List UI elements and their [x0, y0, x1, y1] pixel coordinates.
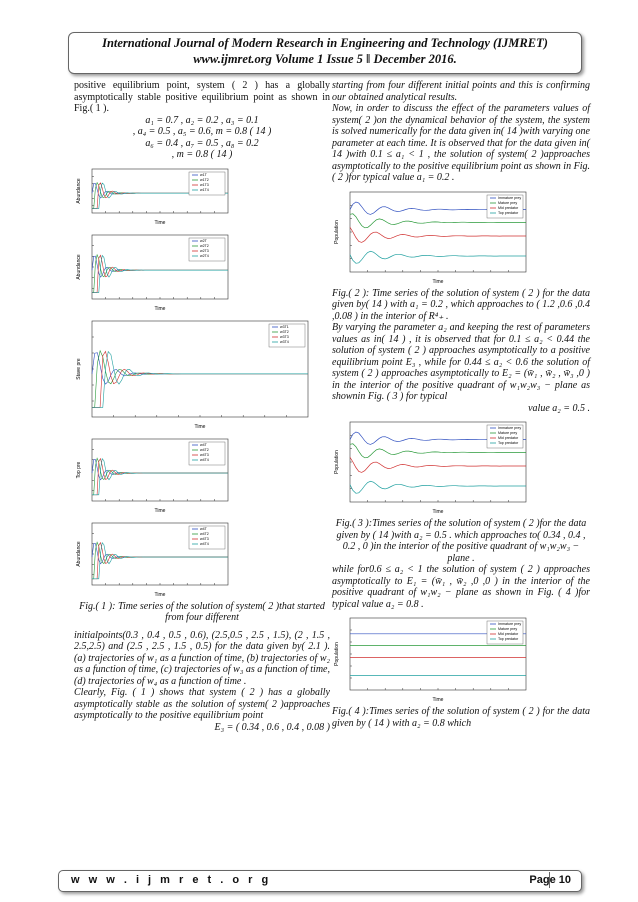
legend-label: Top predator: [498, 210, 519, 215]
y-axis-label: Abundance: [76, 177, 82, 204]
y-axis-label: Abundance: [76, 253, 82, 280]
right-paragraph-3: By varying the parameter a₂ and keeping the rest of parameters values as in( 14 ) , it is observed that for 0.1 ≤ a₂ < 0.44 the solution of system ( 2 ) approaches asymptotically to a positive equilibrium point E₃ , while for 0.44 ≤ a₂ < 0.6 the solution of system ( 2 ) approaches asymptotically to E₂ = (w̄₁ , w̄₂ , w̄₃ ,0 ) in the interior of the positive quadrant of w₁w₂w₃ − plane as shownin Fig. ( 3 ) for typical: [332, 322, 590, 402]
legend-label: Mid predator: [498, 205, 519, 210]
legend-label: w1T2: [200, 177, 209, 182]
right-paragraph-3-end: value a₂ = 0.5 .: [528, 402, 590, 414]
fig3-caption: Fig.( 3 ):Times series of the solution of system ( 2 )for the data given by ( 14 )with a₂ = 0.5 . which approaches to( 0.34 , 0.4 , 0.2 , 0 )in the interior of the positive quadrant of w₁w₂w₃ − plane .: [335, 518, 587, 564]
y-axis-label: Population: [334, 219, 340, 244]
legend-label: Mature prey: [498, 200, 518, 205]
legend-label: w3T1: [280, 324, 289, 329]
y-axis-label: Stave pre: [76, 357, 82, 380]
legend-label: Mid predator: [498, 632, 519, 636]
legend-label: w1T3: [200, 182, 209, 187]
legend-label: w4T4: [200, 457, 209, 462]
legend-label: Mature prey: [498, 431, 518, 435]
legend-label: Top predator: [498, 637, 519, 641]
legend-label: Mid predator: [498, 436, 519, 440]
fig1-caption: Fig.( 1 ): Time series of the solution of system( 2 )that started from four different: [79, 600, 325, 623]
left-column: [74, 80, 330, 733]
legend-label: w4T: [200, 526, 207, 531]
legend-label: w2T4: [200, 253, 209, 258]
legend-label: w4T2: [200, 447, 209, 452]
series-line: [92, 351, 308, 407]
legend-label: Top predator: [498, 441, 519, 445]
legend-label: w2T: [200, 238, 207, 243]
series-line: [350, 481, 526, 493]
fig1-panel-b: [74, 229, 330, 313]
footer-site: w w w . i j m r e t . o r g: [71, 874, 272, 886]
series-line: [350, 251, 526, 263]
legend-label: Mature prey: [498, 627, 518, 631]
legend-label: Immature prey: [498, 426, 522, 430]
series-line: [92, 350, 308, 407]
fig3-plot: [332, 416, 590, 516]
series-line: [350, 227, 526, 242]
legend-label: Immature prey: [498, 622, 522, 626]
right-paragraph-2: Now, in order to discuss the effect of the parameters values of system( 2 )on the dynamical behavior of the system, the system is solved numerically for the data given in( 14 )with varying one parameter at each time. It is observed that for the data given in( 14 )with 0.1 ≤ a₁ < 1 , the solution of system( 2 )approaches asymptotically to the positive equilibrium point as shown in Fig.( 2 )for typical value a₁ = 0.2 .: [332, 103, 590, 183]
fig1-panel-a: [74, 163, 330, 227]
x-axis-label: Time: [154, 219, 166, 226]
journal-header: [68, 32, 582, 74]
journal-title: International Journal of Modern Research in Engineering and Technology (IJMRET): [102, 36, 548, 50]
right-paragraph-4: while for0.6 ≤ a₂ < 1 the solution of system ( 2 ) approaches asymptotically to E₁ = (w̄₁ , w̄₂ ,0 ,0 ) in the interior of the positive quadrant of w₁w₂ − plane as shown in Fig. ( 4 )for typical value a₂ = 0.8 .: [332, 564, 590, 610]
legend-label: w3T3: [280, 334, 289, 339]
y-axis-label: Abundance: [76, 540, 82, 567]
equation-line-3: a₆ = 0.4 , a₇ = 0.5 , a₈ = 0.2: [145, 137, 259, 149]
y-axis-label: Population: [334, 642, 340, 666]
equation-line-4: , m = 0.8 ( 14 ): [171, 149, 233, 160]
equilibrium-point: E₃ = ( 0.34 , 0.6 , 0.4 , 0.08 ): [214, 721, 330, 733]
legend-label: w4T3: [200, 536, 209, 541]
legend-label: Immature prey: [498, 195, 522, 200]
series-line: [350, 457, 526, 472]
legend-label: w4T4: [200, 541, 209, 546]
legend-label: w4T3: [200, 452, 209, 457]
equation-line-2: , a₄ = 0.5 , a₅ = 0.6, m = 0.8 ( 14 ): [132, 126, 272, 137]
fig2-plot: [332, 186, 590, 286]
equation-line-1: a₁ = 0.7 , a₂ = 0.2 , a₃ = 0.1: [145, 114, 259, 126]
legend-label: w1T: [200, 172, 207, 177]
right-paragraph-1: starting from four different initial points and this is confirming our obtained analytical results.: [332, 80, 590, 103]
y-axis-label: Top pre: [76, 461, 82, 478]
x-axis-label: Time: [154, 305, 166, 312]
left-paragraph-1: positive equilibrium point, system ( 2 ) has a globally asymptotically stable positive equilibrium point as shown in Fig.( 1 ).: [74, 80, 330, 114]
fig1-panel-d: [74, 433, 330, 515]
fig2-caption: Fig.( 2 ): Time series of the solution of system ( 2 ) for the data given by( 14 ) with a₁ = 0.2 , which approaches to ( 1.2 ,0.6 ,0.4 ,0.08 ) in the interior of R⁴₊ .: [332, 287, 590, 322]
y-axis-label: Population: [334, 450, 340, 474]
right-column: [332, 80, 590, 729]
legend-label: w4T: [200, 442, 207, 447]
left-paragraph-2: initialpoints(0.3 , 0.4 , 0.5 , 0.6), (2.5,0.5 , 2.5 , 1.5), (2 , 1.5 , 2.5,2.5) and (2.5 , 2.5 , 1.5 , 0.5) for the data given by( 2.1 ). (a) trajectories of w₁ as a function of time, (b) trajectories of w₂ as a function of time, (c) trajectories of w₃ as a function of time, (d) trajectories of w₄ as a function of time .: [74, 629, 330, 687]
series-line: [92, 351, 308, 407]
series-line: [92, 352, 308, 383]
fig1-panel-e: [74, 517, 330, 599]
x-axis-label: Time: [154, 507, 166, 514]
page-number: Page 10: [529, 874, 571, 886]
legend-label: w2T2: [200, 243, 209, 248]
x-axis-label: Time: [194, 423, 206, 430]
x-axis-label: Time: [432, 509, 444, 515]
x-axis-label: Time: [154, 591, 166, 598]
legend-label: w1T4: [200, 187, 209, 192]
left-paragraph-3: Clearly, Fig. ( 1 ) shows that system ( 2 ) has a globally asymptotically stable as the solution of system( 2 )approaches asymptotically to the positive equilibrium point: [74, 687, 330, 721]
fig4-plot: [332, 612, 590, 704]
x-axis-label: Time: [432, 697, 444, 703]
journal-issue: www.ijmret.org Volume 1 Issue 5 ǁ December 2016.: [193, 52, 457, 66]
legend-label: w3T4: [280, 339, 289, 344]
legend-label: w3T2: [280, 329, 289, 334]
fig4-caption: Fig.( 4 ):Times series of the solution of system ( 2 ) for the data given by ( 14 ) with a₂ = 0.8 which: [332, 706, 590, 729]
legend-label: w2T3: [200, 248, 209, 253]
fig1-panel-c: [74, 315, 330, 431]
x-axis-label: Time: [432, 278, 444, 285]
page-footer: [58, 870, 582, 892]
legend-label: w4T2: [200, 531, 209, 536]
